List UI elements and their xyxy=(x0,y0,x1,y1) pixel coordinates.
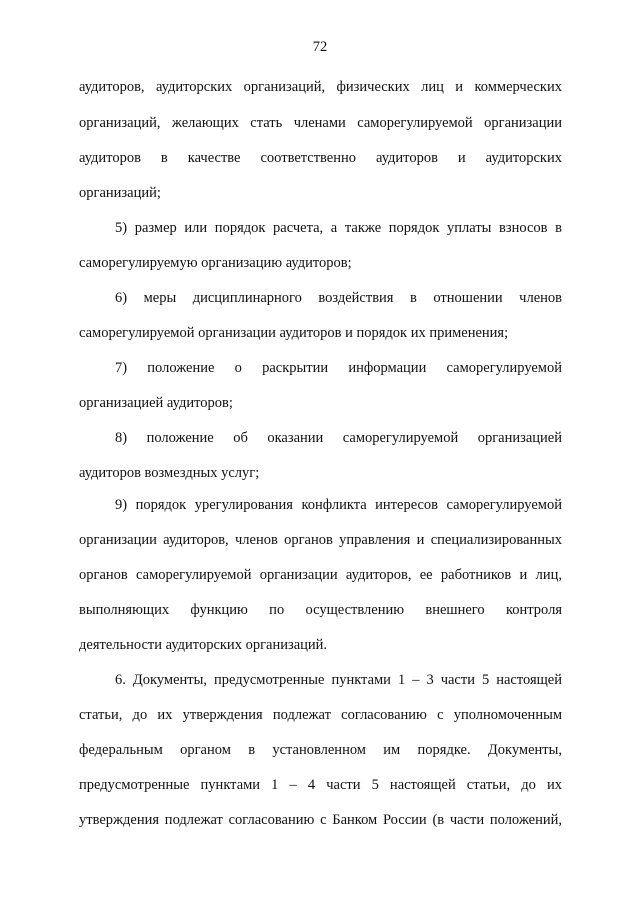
page-number: 72 xyxy=(312,39,328,55)
text-line: 6) меры дисциплинарного воздействия в отношении членов xyxy=(115,290,562,306)
text-line: статьи, до их утверждения подлежат согласованию с уполномоченным xyxy=(79,707,562,723)
text-line: выполняющих функцию по осуществлению внешнего контроля xyxy=(79,602,562,618)
text-line: саморегулируемую организацию аудиторов; xyxy=(79,255,352,271)
text-line: организаций, желающих стать членами саморегулируемой организации xyxy=(79,115,562,131)
text-line: организацией аудиторов; xyxy=(79,395,233,411)
text-line: федеральным органом в установленном им порядке. Документы, xyxy=(79,742,562,758)
text-line: 9) порядок урегулирования конфликта интересов саморегулируемой xyxy=(115,497,562,513)
text-line: организации аудиторов, членов органов управления и специализированных xyxy=(79,532,562,548)
text-line: 7) положение о раскрытии информации саморегулируемой xyxy=(115,360,562,376)
text-line: аудиторов, аудиторских организаций, физических лиц и коммерческих xyxy=(79,79,562,95)
text-line: предусмотренные пунктами 1 – 4 части 5 настоящей статьи, до их xyxy=(79,777,562,793)
text-line: 6. Документы, предусмотренные пунктами 1 – 3 части 5 настоящей xyxy=(115,672,562,688)
text-line: 8) положение об оказании саморегулируемой организацией xyxy=(115,430,562,446)
text-line: утверждения подлежат согласованию с Банком России (в части положений, xyxy=(79,812,562,828)
text-line: органов саморегулируемой организации аудиторов, ее работников и лиц, xyxy=(79,567,562,583)
text-line: организаций; xyxy=(79,185,161,201)
text-line: аудиторов в качестве соответственно аудиторов и аудиторских xyxy=(79,150,562,166)
text-line: деятельности аудиторских организаций. xyxy=(79,637,328,653)
text-line: 5) размер или порядок расчета, а также порядок уплаты взносов в xyxy=(115,220,562,236)
text-line: саморегулируемой организации аудиторов и порядок их применения; xyxy=(79,325,509,341)
text-line: аудиторов возмездных услуг; xyxy=(79,465,260,481)
